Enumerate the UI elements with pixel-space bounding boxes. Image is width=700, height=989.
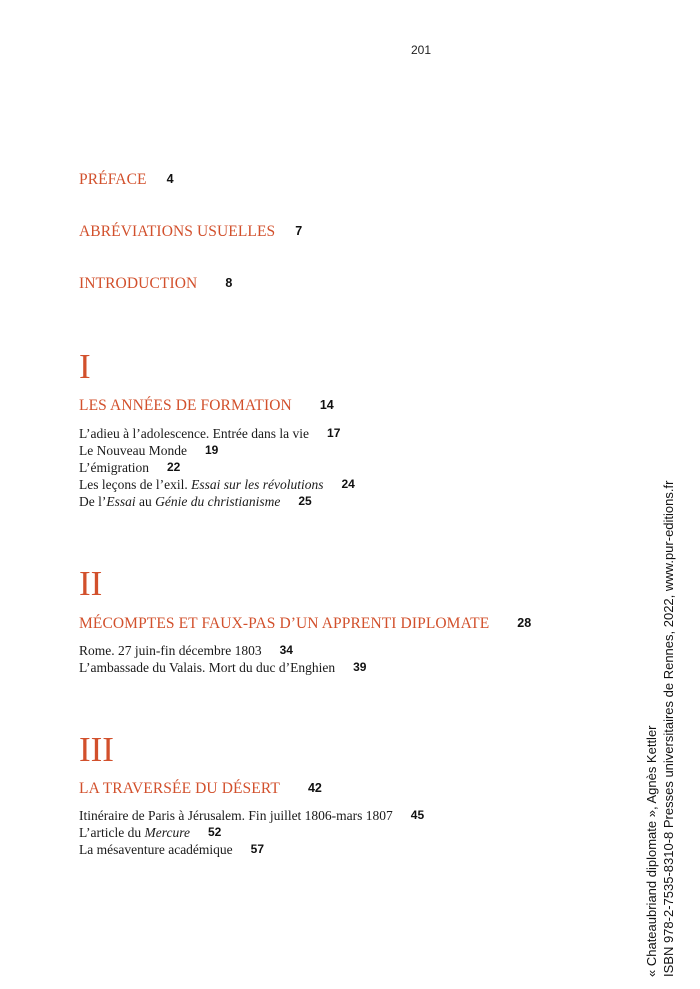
part-numeral-3: III	[79, 730, 114, 769]
toc-heading: LES ANNÉES DE FORMATION	[79, 397, 292, 414]
subentry-title: L’ambassade du Valais. Mort du duc d’Enghien	[79, 660, 336, 675]
toc-entry-abbreviations[interactable]	[79, 223, 302, 241]
toc-page-number: 57	[250, 842, 265, 856]
toc-heading: INTRODUCTION	[79, 275, 198, 292]
side-note-line-1: « Chateaubriand diplomate », Agnès Kettler	[644, 725, 659, 977]
part-numeral-1: I	[79, 347, 91, 386]
subentry-title: L’article du	[79, 825, 145, 840]
toc-heading: LA TRAVERSÉE DU DÉSERT	[79, 780, 280, 797]
toc-heading: MÉCOMPTES ET FAUX-PAS D’UN APPRENTI DIPLOMATE	[79, 615, 490, 632]
subentry-title: Les leçons de l’exil.	[79, 477, 192, 492]
toc-subentry[interactable]	[79, 477, 355, 493]
subentry-italic-title: Essai	[106, 494, 136, 509]
toc-page-number: 17	[327, 426, 341, 440]
toc-page-number: 45	[410, 808, 425, 822]
toc-page-number: 14	[319, 398, 334, 412]
toc-heading: PRÉFACE	[79, 171, 147, 188]
toc-entry-part-3[interactable]	[79, 780, 322, 798]
side-note-line-2: ISBN 978-2-7535-8310-8 Presses universitaires de Rennes, 2022, www.pur-editions.fr	[661, 480, 676, 977]
toc-page-number: 25	[298, 494, 312, 508]
toc-page-number: 22	[167, 460, 181, 474]
subentry-title: au	[135, 494, 156, 509]
toc-entry-preface[interactable]	[79, 171, 174, 189]
toc-page-number: 8	[225, 276, 233, 290]
subentry-title: La mésaventure académique	[79, 842, 233, 857]
publisher-side-note	[643, 457, 677, 977]
subentry-title: Le Nouveau Monde	[79, 443, 187, 458]
toc-subentry[interactable]	[79, 643, 293, 659]
toc-page-number: 19	[204, 443, 219, 457]
toc-page-number: 24	[341, 477, 355, 491]
toc-subentry[interactable]	[79, 842, 264, 858]
toc-entry-part-2[interactable]	[79, 615, 531, 633]
toc-subentry[interactable]	[79, 825, 221, 841]
toc-page-number: 28	[517, 616, 532, 630]
toc-page-number: 52	[207, 825, 222, 839]
toc-page-number: 4	[166, 172, 174, 186]
subentry-title: De l’	[79, 494, 107, 509]
subentry-italic-title: Génie du christianisme	[155, 494, 281, 509]
toc-page-number: 7	[295, 224, 303, 238]
subentry-italic-title: Essai sur les révolutions	[191, 477, 324, 492]
toc-page-number: 39	[353, 660, 367, 674]
subentry-title: L’adieu à l’adolescence. Entrée dans la vie	[79, 426, 310, 441]
subentry-title: L’émigration	[79, 460, 149, 475]
toc-page-number: 42	[307, 781, 322, 795]
toc-subentry[interactable]	[79, 443, 218, 459]
toc-subentry[interactable]	[79, 494, 312, 510]
subentry-italic-title: Mercure	[144, 825, 190, 840]
subentry-title: Rome. 27 juin-fin décembre 1803	[79, 643, 262, 658]
subentry-title: Itinéraire de Paris à Jérusalem. Fin juillet 1806-mars 1807	[79, 808, 393, 823]
toc-subentry[interactable]	[79, 426, 340, 442]
page-number: 201	[411, 43, 432, 57]
toc-entry-part-1[interactable]	[79, 397, 334, 415]
toc-subentry[interactable]	[79, 460, 180, 476]
toc-subentry[interactable]	[79, 660, 366, 676]
toc-subentry[interactable]	[79, 808, 424, 824]
toc-page-number: 34	[279, 643, 293, 657]
part-numeral-2: II	[79, 564, 103, 603]
toc-heading: ABRÉVIATIONS USUELLES	[79, 223, 276, 240]
toc-entry-introduction[interactable]	[79, 275, 232, 293]
